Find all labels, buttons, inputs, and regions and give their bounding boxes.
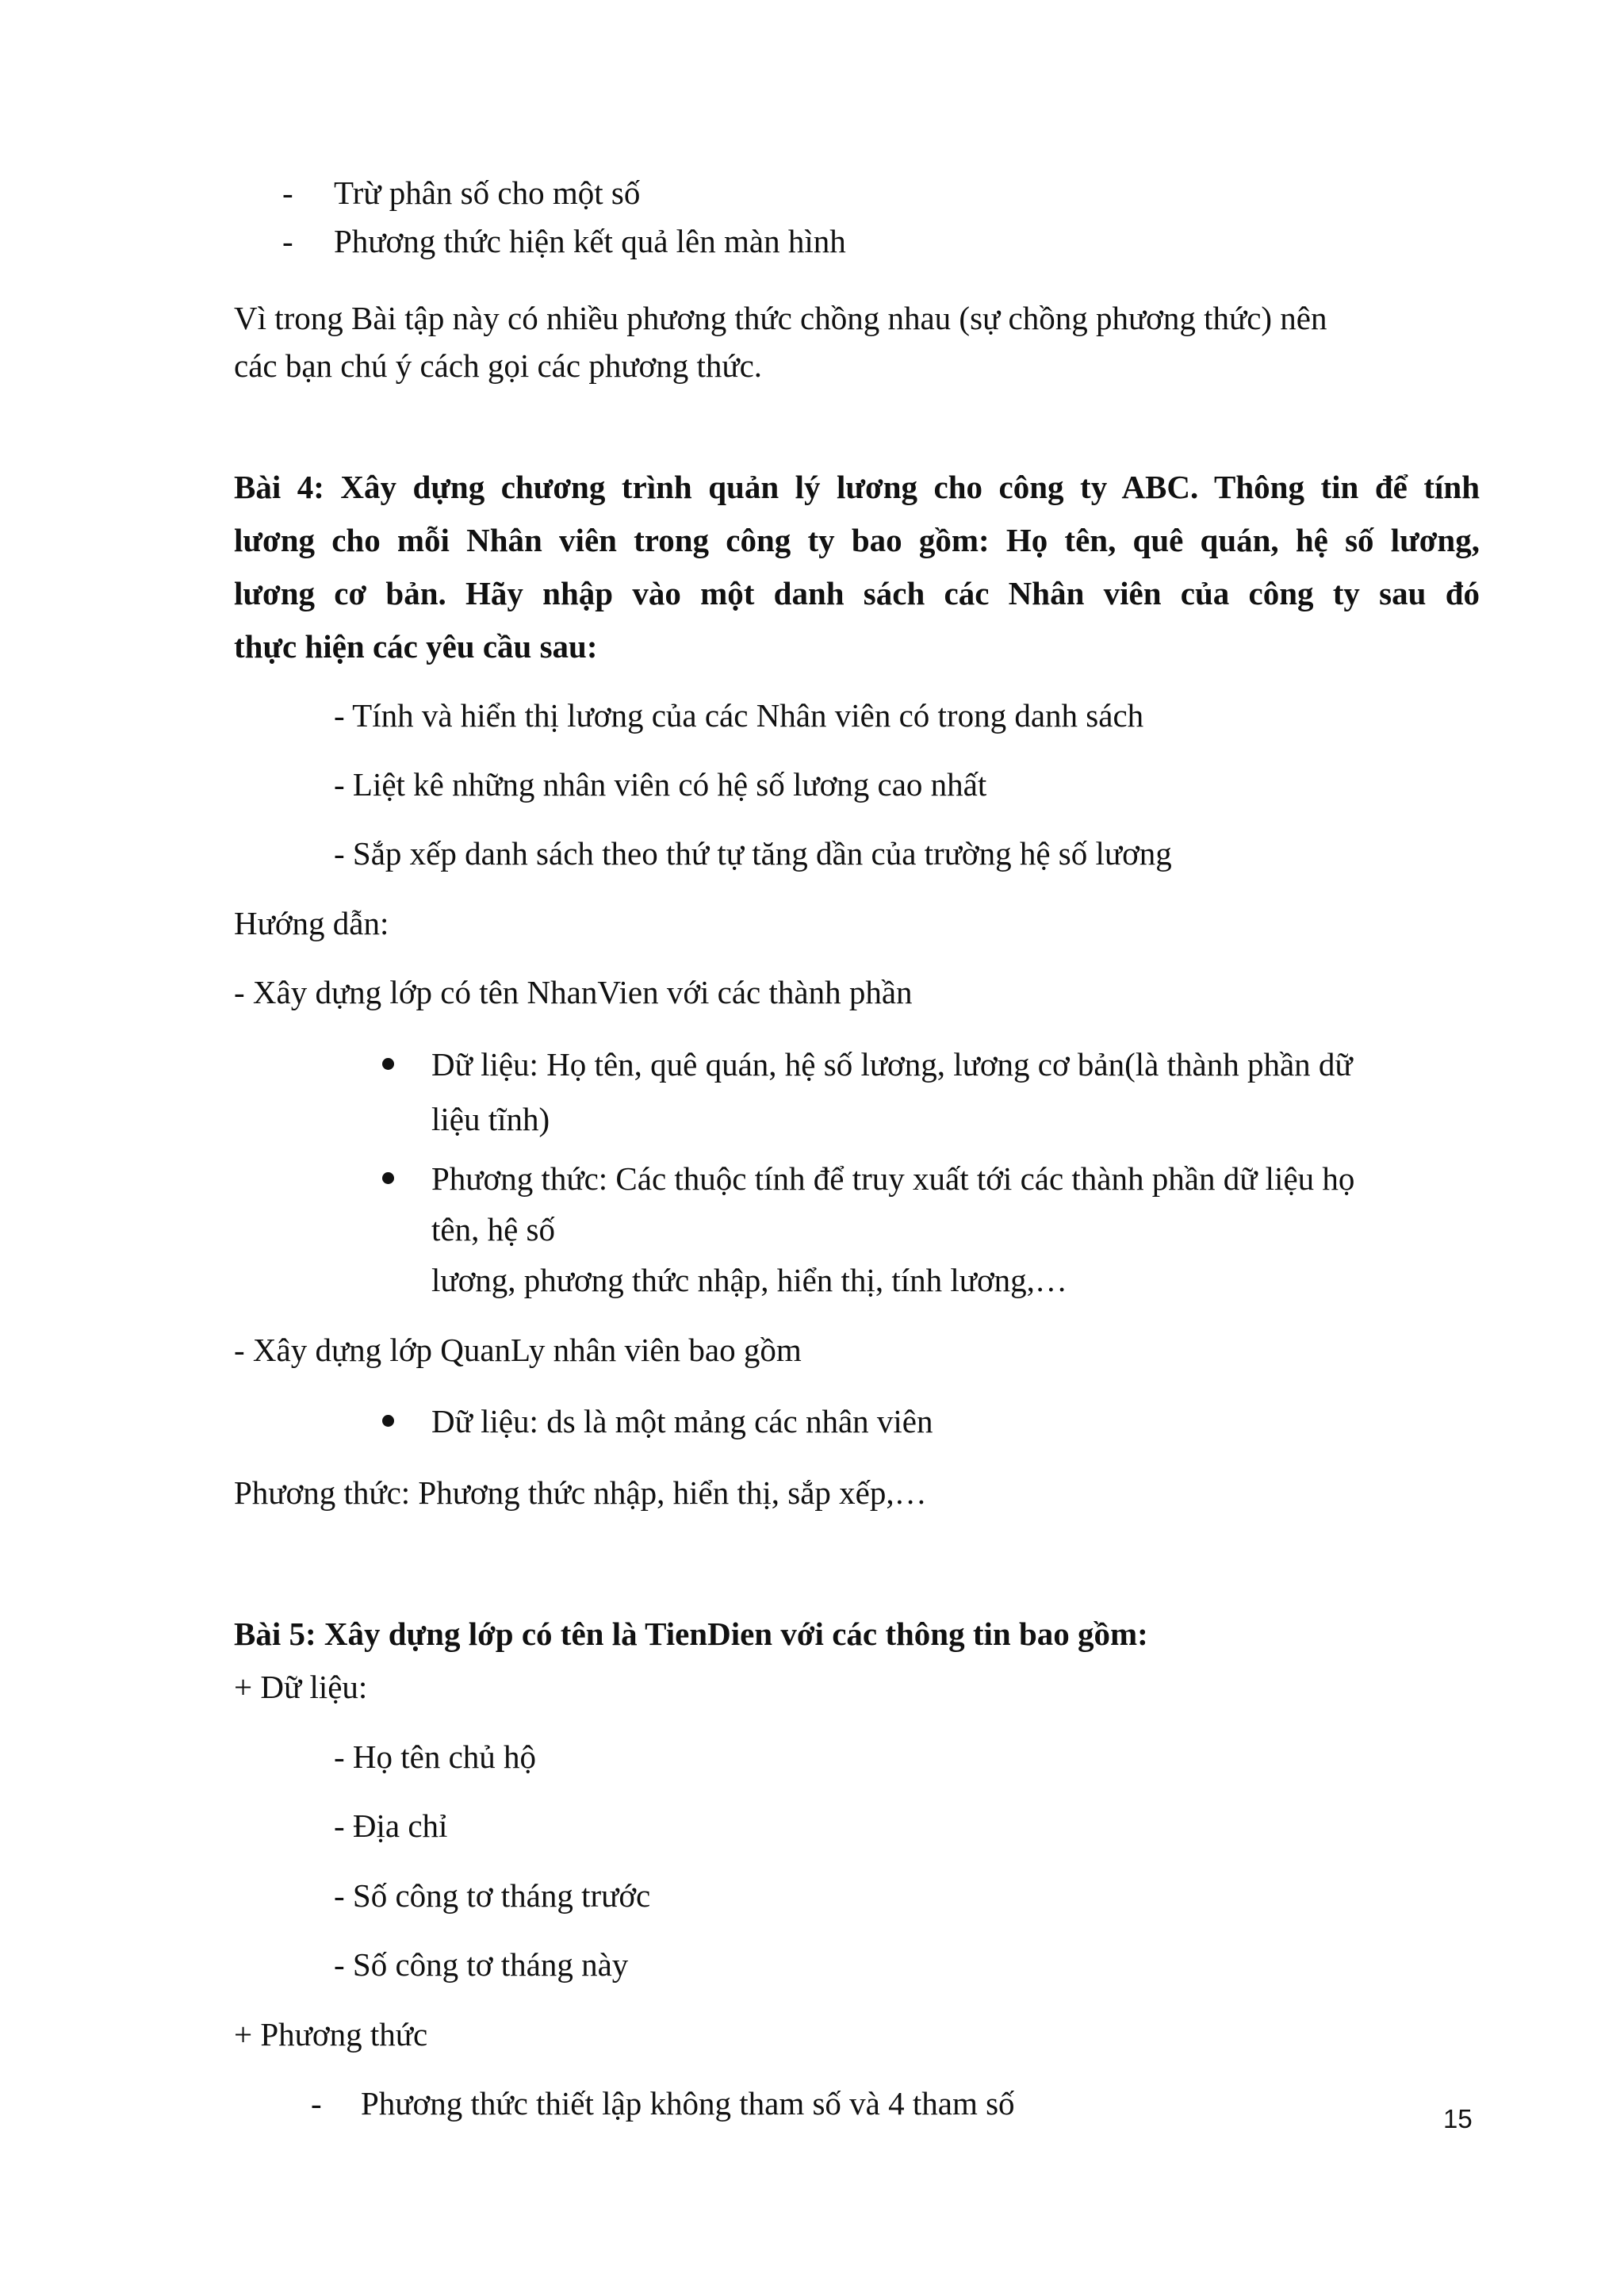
guide-heading: Hướng dẫn: [234,905,389,941]
requirement-item: - Tính và hiển thị lương của các Nhân viên có trong danh sách [334,697,1144,734]
list-dash: - [311,2085,322,2122]
page-number: 15 [1443,2104,1473,2133]
bullet-icon [382,1172,394,1184]
bullet-icon [382,1415,394,1427]
bullet-text: Dữ liệu: Họ tên, quê quán, hệ số lương, lương cơ bản(là thành phần dữ [431,1046,1353,1083]
exercise-4-heading: lương cơ bản. Hãy nhập vào một danh sách các Nhân viên của công ty sau đó [234,575,1480,611]
guide-line: - Xây dựng lớp có tên NhanVien với các thành phần [234,974,913,1010]
bullet-icon [382,1058,394,1070]
paragraph-line: Vì trong Bài tập này có nhiều phương thức chồng nhau (sự chồng phương thức) nên [234,300,1327,336]
exercise-4-heading: lương cho mỗi Nhân viên trong công ty bao gồm: Họ tên, quê quán, hệ số lương, [234,522,1480,558]
section-label: + Phương thức [234,2016,428,2053]
bullet-text: tên, hệ số [431,1211,555,1248]
exercise-4-heading: Bài 4: Xây dựng chương trình quản lý lương cho công ty ABC. Thông tin để tính [234,469,1480,505]
paragraph-line: các bạn chú ý cách gọi các phương thức. [234,347,763,384]
list-item: Trừ phân số cho một số [334,174,641,211]
section-label: + Dữ liệu: [234,1669,368,1705]
data-item: - Số công tơ tháng này [334,1946,629,1983]
data-item: - Họ tên chủ hộ [334,1738,537,1775]
exercise-4-heading: thực hiện các yêu cầu sau: [234,628,598,665]
requirement-item: - Sắp xếp danh sách theo thứ tự tăng dần của trường hệ số lương [334,835,1172,872]
data-item: - Địa chỉ [334,1807,448,1844]
list-dash: - [282,174,293,211]
bullet-text: Dữ liệu: ds là một mảng các nhân viên [431,1403,933,1439]
bullet-text: liệu tĩnh) [431,1101,550,1137]
list-item: Phương thức hiện kết quả lên màn hình [334,223,846,259]
exercise-5-heading: Bài 5: Xây dựng lớp có tên là TienDien với các thông tin bao gồm: [234,1616,1148,1652]
data-item: - Số công tơ tháng trước [334,1877,651,1914]
guide-line: Phương thức: Phương thức nhập, hiển thị, sắp xếp,… [234,1474,927,1511]
method-item: Phương thức thiết lập không tham số và 4 tham số [361,2085,1015,2122]
bullet-text: Phương thức: Các thuộc tính để truy xuất tới các thành phần dữ liệu họ [431,1160,1355,1197]
requirement-item: - Liệt kê những nhân viên có hệ số lương cao nhất [334,766,987,803]
list-dash: - [282,223,293,259]
guide-line: - Xây dựng lớp QuanLy nhân viên bao gồm [234,1332,802,1368]
bullet-text: lương, phương thức nhập, hiển thị, tính lương,… [431,1262,1067,1298]
